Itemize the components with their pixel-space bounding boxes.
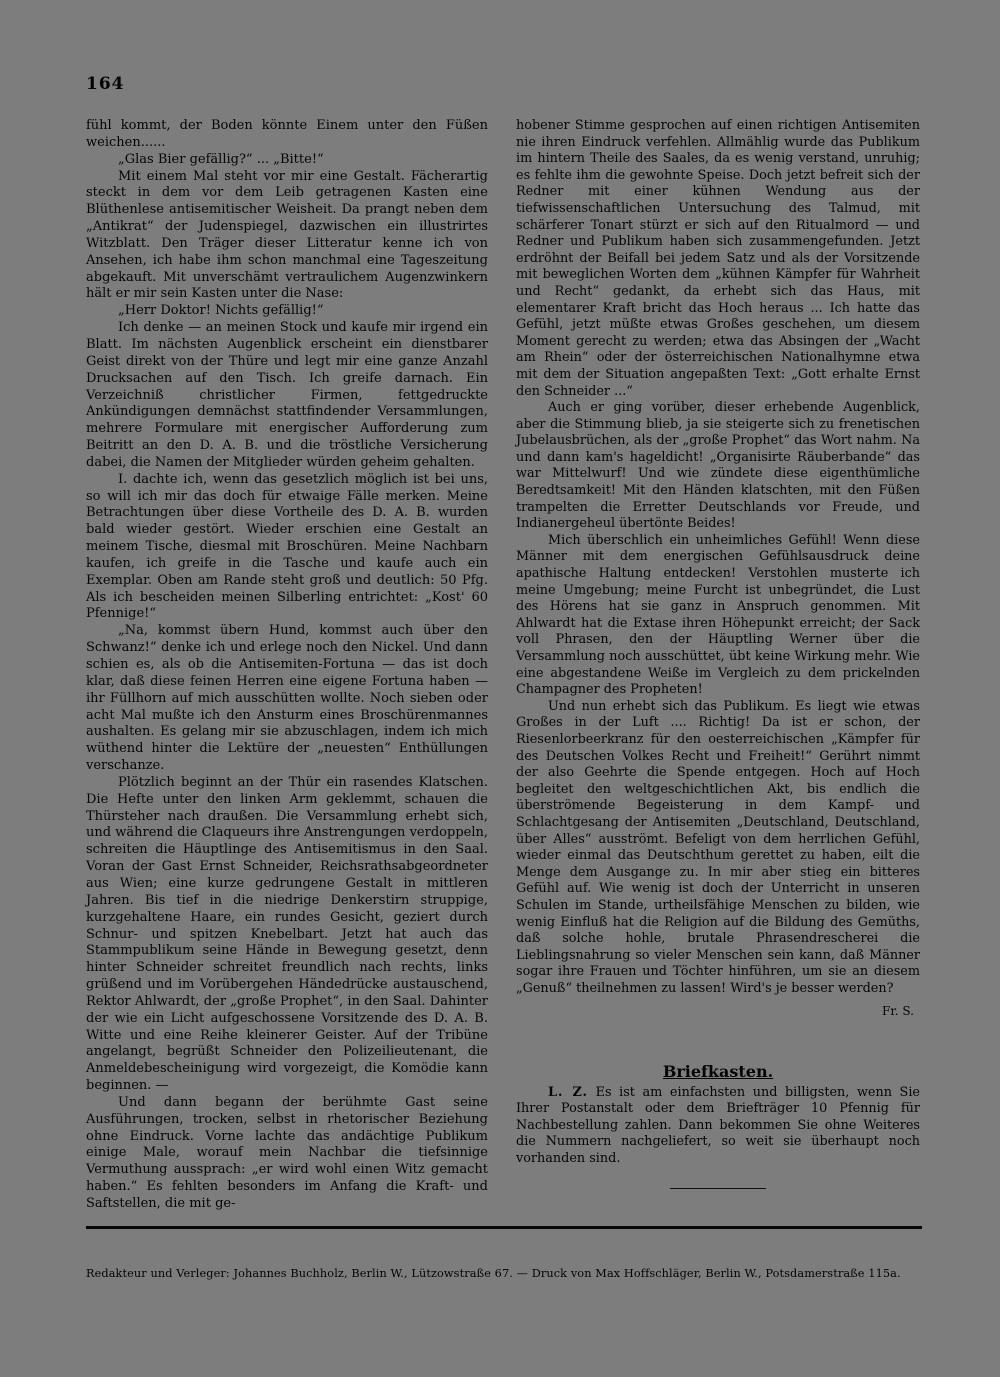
paragraph: fühl kommt, der Boden könnte Einem unter den Füßen weichen...... — [86, 118, 488, 150]
paragraph: Ich denke — an meinen Stock und kaufe mir irgend ein Blatt. Im nächsten Augenblick erscheint ein dienstbarer Geist direkt von der Thüre und legt mir eine ganze Anzahl Drucksachen auf den Tisch. Ich greife darnach. Ein Verzeichniß christlicher Firmen, fettgedruckte Ankündigungen demnächst stattfindender Versammlungen, mehrere Formulare mit energischer Aufforderung zum Beitritt an den D. A. B. und die tröstliche Versicherung dabei, die Namen der Mitglieder würden geheim gehalten. — [86, 320, 488, 470]
paragraph: Auch er ging vorüber, dieser erhebende Augenblick, aber die Stimmung blieb, ja sie steigerte sich zu frenetischen Jubelausbrüchen, als der „große Prophet“ das Wort nahm. Na und dann kam's hageldicht! „Organisirte Räuberbande“ das war Mittelwurf! Und wie zündete diese eigenthümliche Beredtsamkeit! Mit den Händen klatschten, mit den Füßen trampelten die Erretter Deutschlands vor Freude, und Indianergeheul übertönte Beides! — [516, 400, 920, 532]
paragraph: hobener Stimme gesprochen auf einen richtigen Antisemiten nie ihren Eindruck verfehlen. Allmählig wurde das Publikum im hintern Theile des Saales, da es wenig verstand, unruhig; es fehlte ihm die gewohnte Speise. Doch jetzt befreit sich der Redner mit einer kühnen Wendung aus der tiefwissenschaftlichen Untersuchung des Talmud, mit schärferer Tonart stürzt er sich auf den Ritualmord — und Redner und Publikum haben sich zusammengefunden. Jetzt erdröhnt der Beifall bei jedem Satz und als der Vorsitzende mit beweglichen Worten dem „kühnen Kämpfer für Wahrheit und Recht“ gedankt, da erhebt sich das Haus, mit elementarer Kraft bricht das Hoch heraus ... Ich hatte das Gefühl, jetzt müßte etwas Großes geschehen, um diesem Moment gerecht zu werden; etwa das Absingen der „Wacht am Rhein“ oder der österreichischen Nationalhymne etwa mit dem der Situation angepaßten Text: „Gott erhalte Ernst den Schneider ...“ — [516, 118, 920, 399]
paragraph: I. dachte ich, wenn das gesetzlich möglich ist bei uns, so will ich mir das doch für etwaige Fälle merken. Meine Betrachtungen über diese Vortheile des D. A. B. wurden bald wieder gestört. Wieder erschien eine Gestalt an meinem Tische, diesmal mit Broschüren. Meine Nachbarn kaufen, ich greife in die Tasche und kaufe auch ein Exemplar. Oben am Rande steht groß und deutlich: 50 Pfg. Als ich bescheiden meinen Silberling entrichtet: „Kost' 60 Pfennige!“ — [86, 471, 488, 622]
imprint-footer: Redakteur und Verleger: Johannes Buchholz, Berlin W., Lützowstraße 67. — Druck von Max Hoffschläger, Berlin W., Potsdamerstraße 115a. — [86, 1267, 901, 1280]
paragraph: Und dann begann der berühmte Gast seine Ausführungen, trocken, selbst in rhetorischer Beziehung ohne Eindruck. Vorne lachte das andächtige Publikum einige Male, worauf mein Nachbar die tiefsinnige Vermuthung aussprach: „er wird wohl einen Witz gemacht haben.“ Es fehlten besonders im Anfang die Kraft- und Saftstellen, die mit ge- — [86, 1094, 488, 1211]
right-column — [516, 118, 920, 1189]
paragraph: „Herr Doktor! Nichts gefällig!“ — [118, 303, 324, 319]
paragraph: Plötzlich beginnt an der Thür ein rasendes Klatschen. Die Hefte unter den linken Arm geklemmt, schauen die Thürsteher nach draußen. Die Versammlung erhebt sich, und während die Claqueurs ihre Anstrengungen verdoppeln, schreiten die Häuptlinge des Antisemitismus in den Saal. Voran der Gast Ernst Schneider, Reichsrathsabgeordneter aus Wien; eine kurze gedrungene Gestalt in mittleren Jahren. Bis tief in die niedrige Denkerstirn struppige, kurzgehaltene Haare, ein rundes Gesicht, geziert durch Schnur- und spitzen Knebelbart. Jetzt hat auch das Stammpublikum seine Hände in Bewegung gesetzt, denn hinter Schneider schreitet freundlich nach rechts, links grüßend und im Vorübergehen Händedrücke austauschend, Rektor Ahlwardt, der „große Prophet“, in den Saal. Dahinter der wie ein Licht aufgeschossene Vorsitzende des D. A. B. Witte und eine Reihe kleinerer Geister. Auf der Tribüne angelangt, begrüßt Schneider den Polizeilieutenant, die Anmeldebescheinigung wird vorgezeigt, die Komödie kann beginnen. — — [86, 774, 488, 1094]
paragraph: „Na, kommst übern Hund, kommst auch über den Schwanz!“ denke ich und erlege noch den Nickel. Und dann schien es, als ob die Antisemiten-Fortuna — das ist doch klar, daß diese feinen Herren eine eigene Fortuna haben — ihr Füllhorn auf mich ausschütten wollte. Noch sieben oder acht Mal mußte ich den Ansturm eines Broschürenmannes aushalten. Es gelang mir sie abzuschlagen, indem ich mich wüthend hinter die Lektüre der „neuesten“ Enthüllungen verschanze. — [86, 623, 488, 774]
mailbox-heading: Briefkasten. — [662, 1062, 774, 1082]
paragraph: „Glas Bier gefällig?“ ... „Bitte!“ — [118, 151, 324, 167]
paragraph: Mit einem Mal steht vor mir eine Gestalt. Fächerartig steckt in dem vor dem Leib getragenen Kasten eine Blüthenlese antisemitischer Weisheit. Da prangt neben dem „Antikrat“ der Judenspiegel, dazwischen ein illustrirtes Witzblatt. Den Träger dieser Litteratur kenne ich von Ansehen, ich habe ihm schon manchmal eine Tageszeitung abgekauft. Mit unverschämt vertraulichem Augenzwinkern hält er mir sein Kasten unter die Nase: — [86, 168, 488, 302]
mailbox-entry — [516, 1085, 920, 1168]
paragraph: Und nun erhebt sich das Publikum. Es liegt wie etwas Großes in der Luft .... Richtig! Da ist er schon, der Riesenlorbeerkranz für den oesterreichischen „Kämpfer für des Deutschen Volkes Recht und Freiheit!“ Gerührt nimmt der also Geehrte die Spende entgegen. Hoch auf Hoch begleitet den weltgeschichtlichen Akt, bis endlich die überströmende Begeisterung in dem Kampf- und Schlachtgesang der Antisemiten „Deutschland, Deutschland, über Alles“ ausströmt. Befeligt von dem herrlichen Gefühl, wieder einmal das Deutschthum gerettet zu haben, eilt die Menge dem Ausgange zu. In mir aber stieg ein bitteres Gefühl auf. Wie wenig ist doch der Unterricht in unseren Schulen im Stande, urtheilsfähige Menschen zu bilden, wie wenig Einfluß hat die Religion auf die Bildung des Gemüths, daß solche hohle, brutale Phrasendrescherei die Lieblingsnahrung so vieler Menschen sein kann, daß Männer sogar ihre Frauen und Töchter hinführen, um sie an diesem „Genuß“ theilnehmen zu lassen! Wird's je besser werden? — [516, 698, 920, 996]
footer-rule — [86, 1226, 922, 1229]
paragraph: Mich überschlich ein unheimliches Gefühl! Wenn diese Männer mit dem energischen Gefühlsausdruck deine apathische Haltung entdecken! Verstohlen musterte ich meine Umgebung; meine Furcht ist unbegründet, die Lust des Hörens hat sie ganz in Anspruch genommen. Mit Ahlwardt hat die Extase ihren Höhepunkt erreicht; der Sack voll Phrasen, den der Häuptling Werner über die Versammlung noch ausschüttet, übt keine Wirkung mehr. Wie eine abgestandene Weiße im Vergleich zu dem prickelnden Champagner des Propheten! — [516, 532, 920, 698]
left-column — [86, 118, 488, 1213]
mailbox-text: Es ist am einfachsten und billigsten, wenn Sie Ihrer Postanstalt oder dem Briefträger 10 Pfennig für Nachbestellung zahlen. Dann bekommen Sie ohne Weiteres die Nummern nachgeliefert, so weit sie überhaupt noch vorhanden sind. — [516, 1084, 920, 1167]
short-divider — [670, 1188, 766, 1189]
page-number: 164 — [86, 74, 125, 94]
article-signature: Fr. S. — [882, 1004, 914, 1019]
mailbox-recipient: L. Z. — [548, 1084, 589, 1100]
